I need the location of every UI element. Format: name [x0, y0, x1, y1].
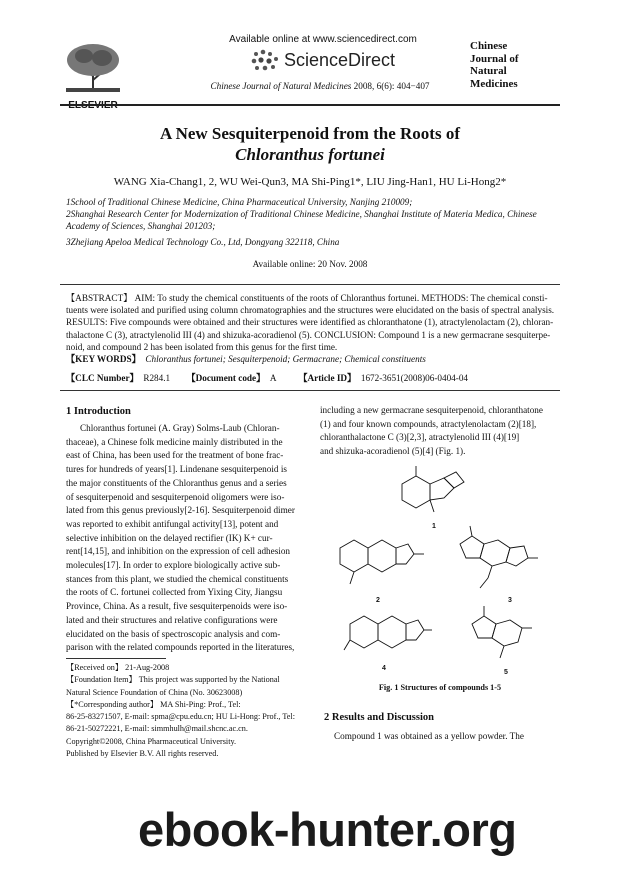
journal-name-line: Chinese	[470, 40, 508, 52]
document-code-value: A	[269, 373, 277, 383]
results-heading: 2 Results and Discussion	[324, 712, 434, 723]
footnote-line: Published by Elsevier B.V. All rights reserved.	[66, 749, 219, 759]
footnote-line: Copyright©2008, China Pharmaceutical University.	[66, 736, 237, 746]
intro-line: of sesquiterpenoid and sesquiterpenoid oligomers were iso-	[66, 491, 285, 502]
affiliation-line: Academy of Sciences, Shanghai 201203;	[66, 221, 216, 232]
affiliation-line: 3Zhejiang Apeloa Medical Technology Co., Ltd, Dongyang 322118, China	[66, 236, 340, 247]
abstract-line: noid, and compound 2 has been isolated from this genus for the first time.	[66, 341, 338, 352]
citation-line	[195, 80, 445, 92]
footnote-line: Natural Science Foundation of China (No. 30623008)	[66, 687, 243, 697]
abstract-bottom-rule	[60, 390, 560, 391]
sciencedirect-wordmark: ScienceDirect	[284, 50, 396, 70]
compound-label-1: 1	[432, 523, 436, 530]
journal-name-line: Journal of	[470, 52, 519, 65]
figure-caption: Fig. 1 Structures of compounds 1-5	[378, 683, 502, 692]
sciencedirect-dots-icon	[250, 48, 286, 74]
clc-label: 【CLC Number】	[66, 373, 139, 383]
elsevier-tree-icon	[60, 40, 126, 102]
elsevier-logo	[60, 40, 126, 102]
intro-line: the roots of C. fortunei collected from Yixing City, Jiangsu	[66, 587, 283, 598]
intro-line: molecules[17]. In order to explore biologically active sub-	[66, 560, 281, 571]
header-divider	[60, 104, 560, 106]
intro-line: (1) and four known compounds, atractylenolactam (2)[18],	[320, 418, 537, 429]
publisher-name: ELSEVIER	[68, 100, 118, 111]
watermark-text: ebook-hunter.org	[138, 803, 517, 856]
affiliation-line: 2Shanghai Research Center for Modernization of Traditional Chinese Medicine, Shanghai Institute of Materia Medica, Chinese	[66, 209, 537, 220]
abstract-line: 【ABSTRACT】 AIM: To study the chemical constituents of the roots of Chloranthus fortunei. METHODS: The chemical consti-	[66, 293, 548, 303]
sciencedirect-logo[interactable]	[250, 48, 410, 76]
citation-details: 2008, 6(6): 404−407	[351, 81, 430, 91]
intro-line: was reported to exhibit antifungal activity[13], potent and	[66, 518, 279, 529]
keywords-line	[66, 353, 560, 365]
classification-line	[66, 372, 560, 384]
introduction-left-column	[66, 422, 304, 655]
intro-line: lated and their structures and relative configurations were	[66, 614, 278, 625]
compound-label-3: 3	[508, 597, 512, 604]
intro-line: east of China, has been used for the treatment of bone frac-	[66, 450, 284, 461]
intro-line: parison with the related compounds reported in the literatures,	[66, 642, 295, 653]
document-code-label: 【Document code】	[186, 373, 266, 383]
journal-name-line: Natural	[470, 65, 507, 77]
intro-line: thaceae), a Chinese folk medicine mainly distributed in the	[66, 436, 283, 447]
footnotes	[66, 662, 304, 760]
affiliations	[66, 196, 560, 248]
footnote-line: 【Received on】 21-Aug-2008	[66, 663, 170, 672]
abstract-line: RESULTS: Five compounds were obtained and their structures were identified as chloranthatone (1), atractylenolactam (2), chloran-	[66, 317, 554, 328]
available-online-header[interactable]: Available online at www.sciencedirect.com	[229, 34, 417, 45]
footnote-rule	[66, 658, 166, 659]
author-list: WANG Xia-Chang1, 2, WU Wei-Qun3, MA Shi-Ping1*, LIU Jing-Han1, HU Li-Hong2*	[113, 176, 507, 188]
introduction-heading: 1 Introduction	[66, 406, 131, 417]
affiliation-line: 1School of Traditional Chinese Medicine, China Pharmaceutical University, Nanjing 210009;	[66, 197, 413, 207]
intro-line: elucidated on the basis of spectroscopic analysis and com-	[66, 628, 281, 639]
intro-line: including a new germacrane sesquiterpenoid, chloranthatone	[320, 405, 543, 415]
citation-journal: Chinese Journal of Natural Medicines	[210, 81, 352, 91]
article-available-online: Available online: 20 Nov. 2008	[252, 259, 368, 269]
intro-line: stances from this plant, we studied the chemical constituents	[66, 573, 289, 584]
structures-figure	[320, 462, 560, 682]
results-first-line: Compound 1 was obtained as a yellow powder. The	[334, 731, 524, 741]
compound-label-4: 4	[382, 665, 386, 672]
footnote-line: 86-21-50272221, E-mail: simmhulh@mail.shcnc.ac.cn.	[66, 724, 248, 734]
abstract-top-rule	[60, 284, 560, 285]
abstract-line: tuents were isolated and purified using column chromatographies and the structures were elucidated on the basis of spectral analysis.	[66, 305, 555, 316]
intro-line: tures for hundreds of years[1]. Lindenane sesquiterpenoid is	[66, 464, 287, 475]
chemical-structures-drawing	[320, 462, 560, 682]
intro-line: Chloranthus fortunei (A. Gray) Solms-Laub (Chloran-	[80, 423, 280, 433]
intro-line: rent[14,15], and inhibition on the expression of cell adhesion	[66, 546, 291, 557]
intro-line: selective inhibition on the delayed rectifier (IK) K+ cur-	[66, 532, 273, 543]
footnote-line: 【Foundation Item】 This project was supported by the National	[66, 675, 280, 685]
intro-line: chloranthalactone C (3)[2,3], atractylenolid III (4)[19]	[320, 432, 520, 443]
abstract-block	[66, 292, 560, 365]
intro-line: lated from this genus previously[2-16]. Sesquiterpenoid dimer	[66, 505, 295, 516]
abstract-line: thalactone C (3), atractylenolid III (4) and shizuka-acoradienol (5). CONCLUSION: Compound 1 is a new germacrane sesquiterpe-	[66, 329, 551, 340]
article-title-line1: A New Sesquiterpenoid from the Roots of	[159, 124, 460, 143]
journal-name-box	[470, 40, 558, 90]
intro-line: the major constituents of the Chloranthus genus and a series	[66, 477, 287, 488]
intro-line: and shizuka-acoradienol (5)[4] (Fig. 1).	[320, 446, 466, 457]
article-id-label: 【Article ID】	[298, 373, 357, 383]
journal-name-line: Medicines	[470, 77, 518, 90]
compound-label-5: 5	[504, 669, 508, 676]
intro-line: Province, China. As a result, five sesquiterpenoids were iso-	[66, 601, 288, 612]
compound-label-2: 2	[376, 597, 380, 604]
article-title-line2: Chloranthus fortunei	[235, 145, 385, 164]
footnote-line: 86-25-83271507, E-mail: spma@cpu.edu.cn; HU Li-Hong: Prof., Tel:	[66, 712, 295, 722]
clc-value: R284.1	[143, 373, 171, 383]
keywords-label: 【KEY WORDS】	[66, 354, 141, 365]
footnote-line: 【*Corresponding author】 MA Shi-Ping: Prof., Tel:	[66, 699, 241, 709]
introduction-right-column	[320, 404, 560, 459]
keywords-text: Chloranthus fortunei; Sesquiterpenoid; Germacrane; Chemical constituents	[145, 354, 426, 365]
article-id-value: 1672-3651(2008)06-0404-04	[360, 373, 469, 383]
